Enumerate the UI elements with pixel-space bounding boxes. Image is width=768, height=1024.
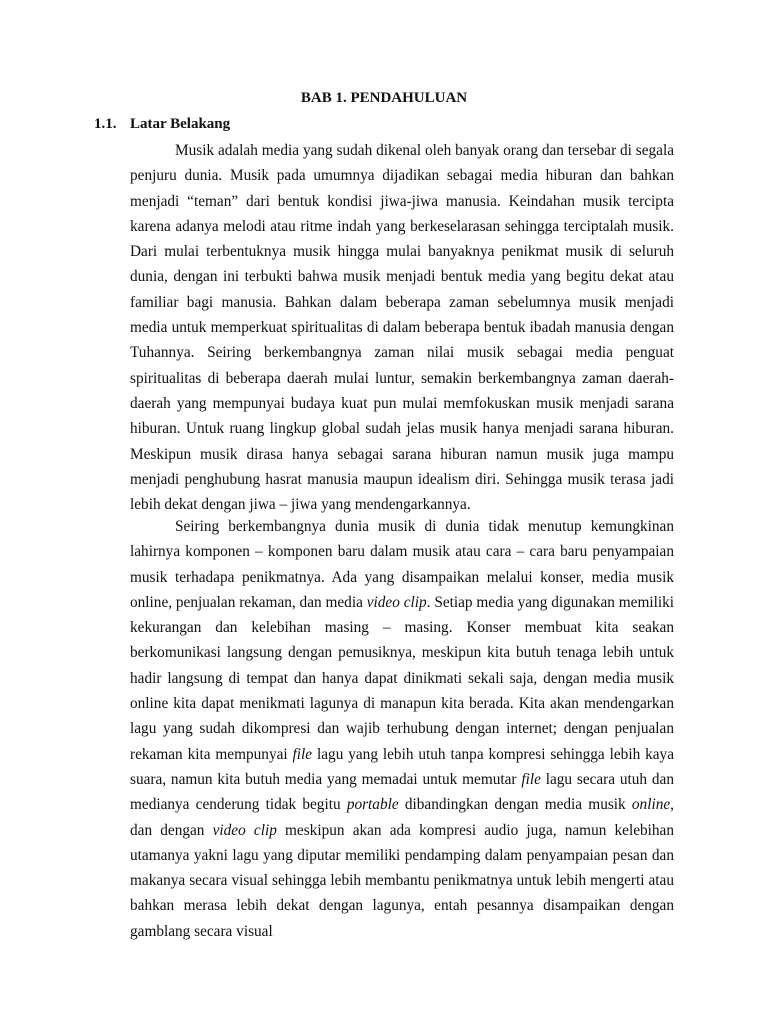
section-number: 1.1. xyxy=(94,116,117,132)
paragraph-text: lagu secara utuh dan medianya cenderung tidak begitu xyxy=(130,770,674,814)
italic-term: file xyxy=(292,745,313,763)
italic-term: video clip xyxy=(366,593,427,611)
section-title: Latar Belakang xyxy=(130,116,231,132)
paragraph-text: lagu yang lebih utuh tanpa kompresi sehingga lebih kaya suara, namun kita butuh media yang memadai untuk memutar xyxy=(130,745,674,788)
section-heading xyxy=(94,114,230,134)
italic-term: video clip xyxy=(212,821,277,839)
paragraph-text: Seiring berkembangnya dunia musik di dunia tidak menutup kemungkinan lahirnya komponen – komponen baru dalam musik atau cara – cara baru penyampaian musik terhadapa penikmatnya. Ada yang disampaikan melalui konser, media musik online, penjualan rekaman, dan media xyxy=(130,518,674,611)
body-paragraph xyxy=(130,138,674,517)
body-paragraph-1-block xyxy=(130,138,674,517)
body-paragraph xyxy=(130,514,674,944)
body-paragraph-2-block xyxy=(130,514,674,944)
paragraph-text: Musik adalah media yang sudah dikenal oleh banyak orang dan tersebar di segala penjuru dunia. Musik pada umumnya dijadikan sebagai media hiburan dan bahkan menjadi “teman” dari bentuk kondisi jiwa-jiwa manusia. Keindahan musik tercipta karena adanya melodi atau ritme indah yang berkeselarasan sehingga terciptalah musik. Dari mulai terbentuknya musik hingga mulai banyaknya penikmat musik di seluruh dunia, dengan ini terbukti bahwa musik menjadi bentuk media yang begitu dekat atau familiar bagi manusia. Bahkan dalam beberapa zaman sebelumnya musik menjadi media untuk memperkuat spiritualitas di dalam beberapa bentuk ibadah manusia dengan Tuhannya. Seiring berkembangnya zaman nilai musik sebagai media penguat spiritualitas di beberapa daerah mulai luntur, semakin berkembangnya zaman daerah-daerah yang mempunyai budaya kuat pun mulai memfokuskan musik menjadi sarana hiburan. Untuk ruang lingkup global sudah jelas musik hanya menjadi sarana hiburan. Meskipun musik dirasa hanya sebagai sarana hiburan namun musik juga mampu menjadi penghubung hasrat manusia maupun idealism diri. Sehingga musik terasa jadi lebih dekat dengan jiwa – jiwa yang mendengarkannya. xyxy=(130,142,674,514)
italic-term: file xyxy=(521,770,541,788)
italic-term: online xyxy=(631,796,671,814)
italic-term: portable xyxy=(346,796,399,814)
paragraph-text: meskipun akan ada kompresi audio juga, namun kelebihan utamanya yakni lagu yang diputar memiliki pendamping dalam penyampaian pesan dan makanya secara visual sehingga lebih membantu penikmatnya untuk lebih mengerti atau bahkan merasa lebih dekat dengan lagunya, entah pesannya disampaikan dengan gamblang secara visual xyxy=(130,821,674,940)
paragraph-text: . Setiap media yang digunakan memiliki kekurangan dan kelebihan masing – masing. Konser membuat kita seakan berkomunikasi langsung dengan pemusiknya, meskipun kita butuh tenaga lebih untuk hadir langsung di tempat dan hanya dapat dinikmati sekali saja, dengan media musik online kita dapat menikmati lagunya di manapun kita berada. Kita akan mendengarkan lagu yang sudah dikompresi dan wajib terhubung dengan internet; dengan penjualan rekaman kita mempunyai xyxy=(130,593,675,763)
paragraph-text: dibandingkan dengan media musik xyxy=(398,796,632,814)
chapter-title: BAB 1. PENDAHULUAN xyxy=(300,90,468,106)
paragraph-text: , dan dengan xyxy=(130,796,674,839)
